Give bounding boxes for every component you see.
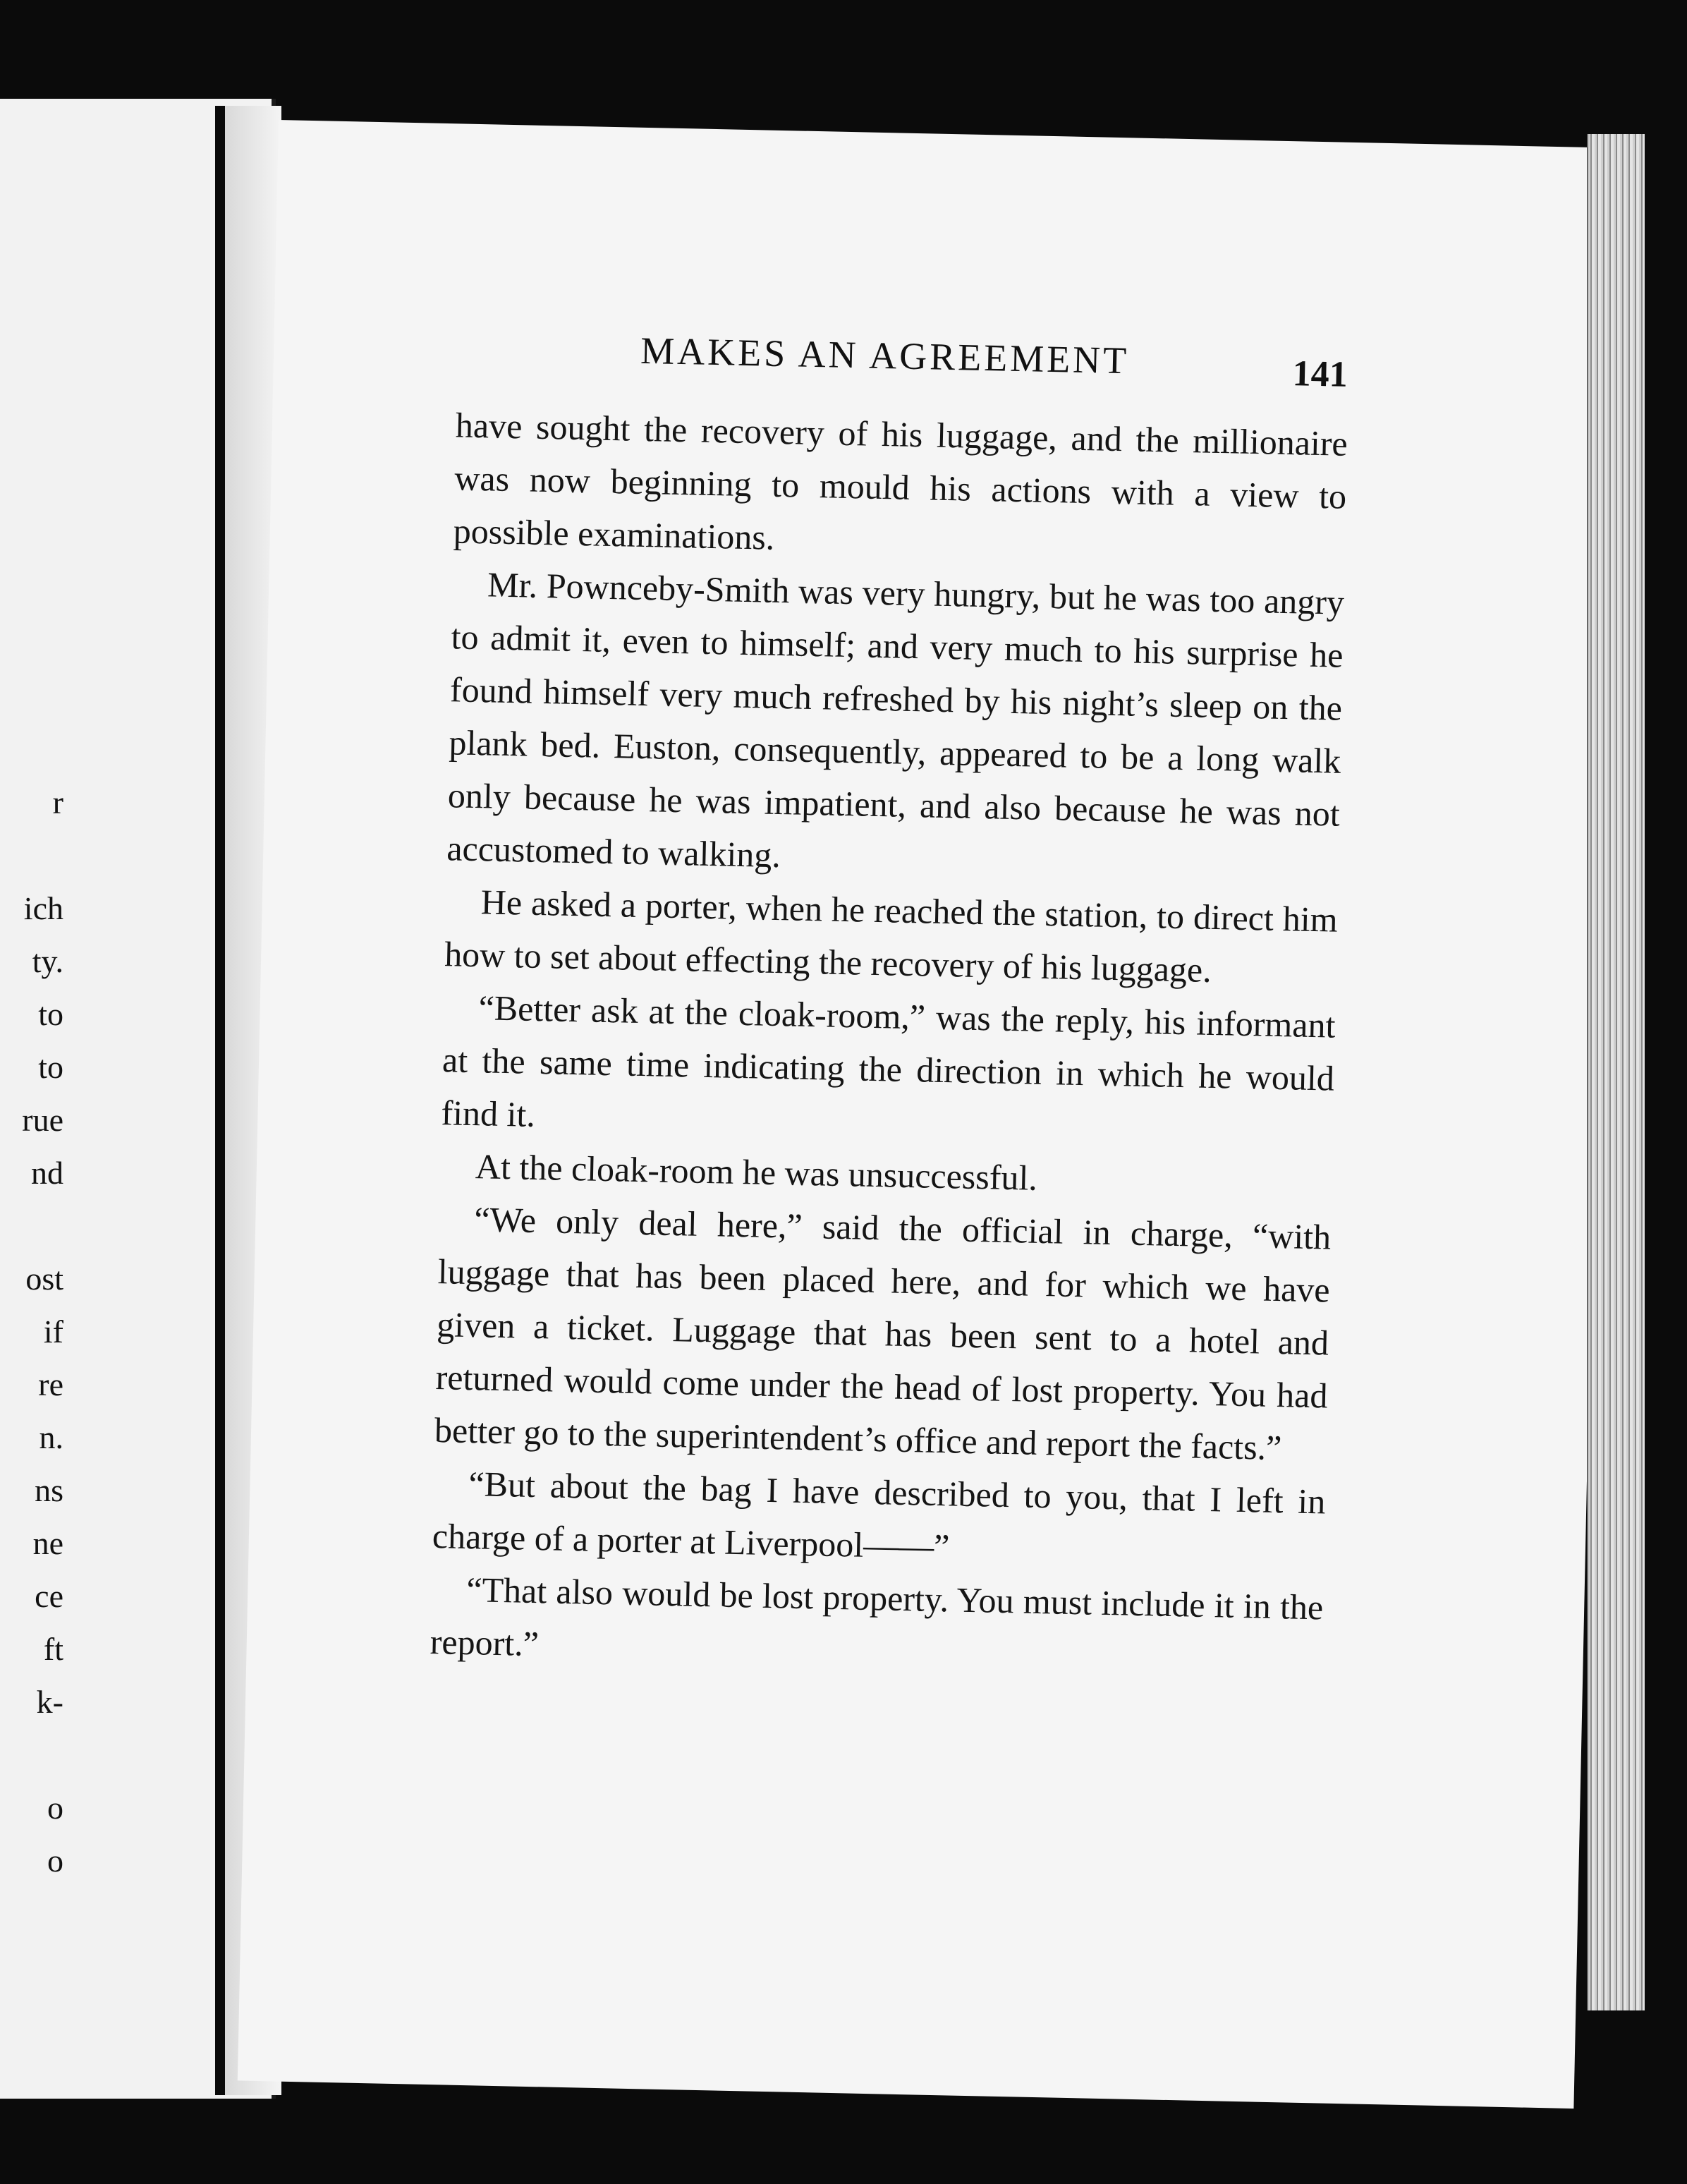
left-fragment: ns [35, 1472, 63, 1508]
left-fragment: k- [36, 1684, 63, 1720]
running-head: MAKES AN AGREEMENT [640, 329, 1130, 382]
paragraph: “But about the bag I have described to you, that I left in charge of a porter at Liverpool——” [432, 1464, 1326, 1567]
left-fragment: to [38, 996, 63, 1032]
left-fragment: ich [23, 890, 63, 926]
body-text [430, 399, 1348, 1687]
left-fragment: ft [43, 1631, 63, 1667]
left-fragment: if [43, 1314, 63, 1349]
paragraph: “Better ask at the cloak-room,” was the reply, his informant at the same time indicating the direction in which he would find it. [440, 988, 1336, 1134]
left-fragment: rue [22, 1102, 63, 1138]
paragraph: “That also would be lost property. You must include it in the report.” [430, 1570, 1324, 1664]
left-fragment: to [38, 1049, 63, 1085]
page-edges [1587, 134, 1645, 2010]
paragraph: have sought the recovery of his luggage, and the millionaire was now beginning to mould his actions with a view to possible examinations. [453, 405, 1348, 557]
paragraph: Mr. Pownceby-Smith was very hungry, but he was too angry to admit it, even to himself; and very much to his surprise he found himself very much refreshed by his night’s sleep on the plank bed. Euston, consequently, appeared to be a long walk only because he was impatient, and also because he was not accustomed to walking. [446, 564, 1345, 875]
left-fragment: n. [39, 1419, 63, 1455]
paragraph: “We only deal here,” said the official in charge, “with luggage that has been placed here, and for which we have given a ticket. Luggage that has been sent to a hotel and returned would come under the head of lost property. You had better go to the superintendent’s office and report the facts.” [434, 1199, 1332, 1468]
page-number: 141 [1292, 353, 1348, 395]
left-fragment: ce [35, 1578, 63, 1614]
paragraph: He asked a porter, when he reached the station, to direct him how to set about effecting the recovery of his luggage. [444, 882, 1339, 990]
left-fragment: nd [31, 1155, 63, 1191]
left-fragment: ty. [32, 943, 63, 979]
left-fragment: ost [25, 1261, 63, 1297]
left-fragment: r [52, 784, 63, 820]
left-page-text-fragments [0, 776, 63, 1887]
book-spine [215, 106, 225, 2095]
paragraph: At the cloak-room he was unsuccessful. [475, 1146, 1038, 1198]
left-fragment: o [47, 1790, 63, 1826]
left-fragment: ne [32, 1525, 63, 1561]
right-page [238, 120, 1615, 2109]
left-fragment: o [47, 1843, 63, 1879]
left-fragment: re [38, 1366, 63, 1402]
